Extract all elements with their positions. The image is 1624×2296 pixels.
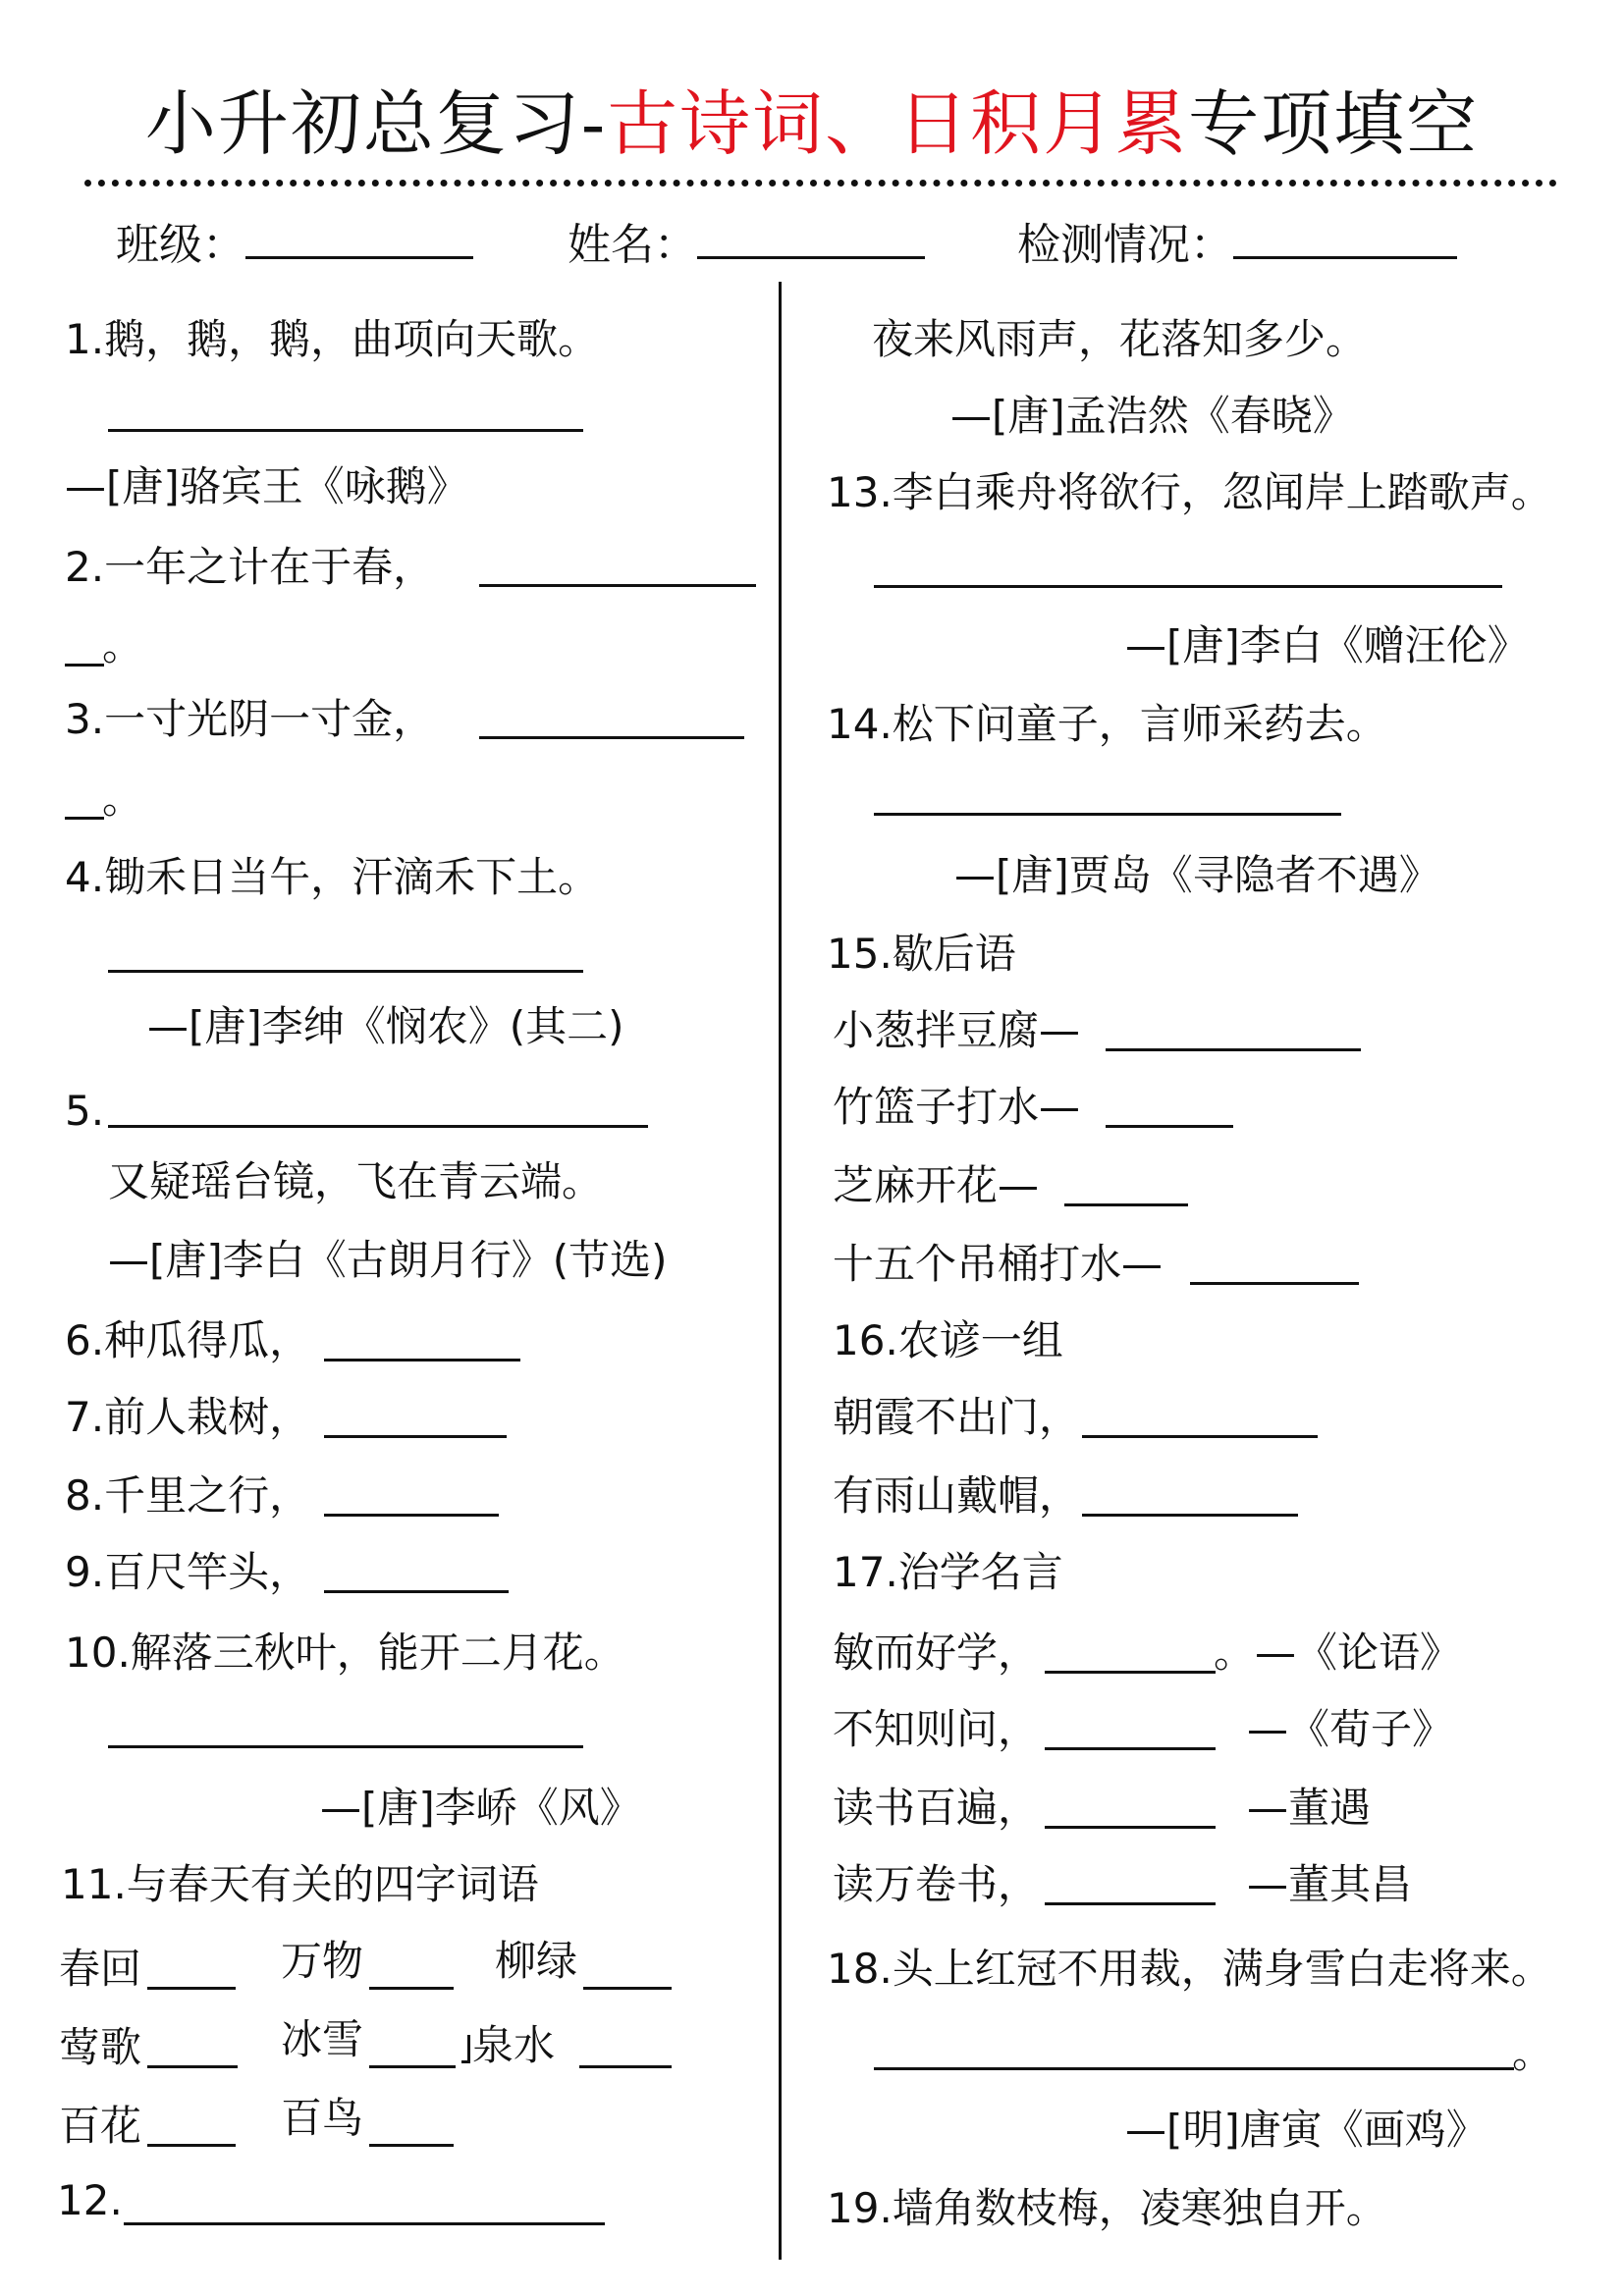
q17-item-4: 读万卷书， (833, 1860, 1040, 1908)
q18-text: 18.头上红冠不用裁，满身雪白走将来。 (827, 1945, 1552, 1993)
q11-blank-6[interactable] (579, 2065, 672, 2068)
q4-blank[interactable] (108, 970, 583, 973)
q11-word-1: 春回 (59, 1945, 142, 1993)
q2-blank-cont[interactable] (65, 664, 104, 667)
class-field (116, 218, 473, 273)
q17-blank-1[interactable] (1045, 1671, 1216, 1674)
q8-text: 8.千里之行， (65, 1471, 311, 1520)
q5-blank[interactable] (108, 1125, 648, 1128)
name-blank[interactable] (697, 256, 925, 259)
q3-end: 。 (102, 774, 144, 823)
q15-blank-3[interactable] (1064, 1203, 1188, 1206)
column-divider (779, 282, 782, 2260)
q9-text: 9.百尺竿头， (65, 1548, 311, 1596)
q5-text: 又疑瑶台镜，飞在青云端。 (108, 1157, 604, 1205)
q11-blank-1[interactable] (147, 1987, 236, 1990)
q17-source-4: —董其昌 (1247, 1860, 1413, 1908)
q15-blank-1[interactable] (1106, 1048, 1361, 1051)
q14-text: 14.松下问童子，言师采药去。 (827, 700, 1387, 748)
title-part-black: 小升初总复习- (144, 82, 608, 165)
q13-text: 13.李白乘舟将欲行，忽闻岸上踏歌声。 (827, 468, 1552, 516)
q19-text: 19.墙角数枝梅，凌寒独自开。 (827, 2184, 1387, 2232)
q12-text: 夜来风雨声，花落知多少。 (872, 315, 1368, 363)
q6-blank[interactable] (324, 1359, 520, 1362)
q11-blank-7[interactable] (147, 2144, 236, 2147)
q10-text: 10.解落三秋叶，能开二月花。 (65, 1629, 625, 1677)
q1-text: 1.鹅，鹅，鹅，曲项向天歌。 (65, 315, 600, 363)
q17-source-3: —董遇 (1247, 1784, 1372, 1832)
q16-item-1: 朝霞不出门， (833, 1393, 1081, 1441)
q11-blank-5[interactable] (369, 2065, 456, 2068)
title-part-red: 古诗词、日积月累 (607, 82, 1189, 165)
q18-source: —[明]唐寅《画鸡》 (1125, 2106, 1488, 2154)
q15-item-3: 芝麻开花— (833, 1161, 1040, 1209)
q6-text: 6.种瓜得瓜， (65, 1316, 311, 1364)
q14-blank[interactable] (874, 813, 1341, 816)
q11-word-3: 柳绿 (495, 1937, 578, 1985)
q12-label: 12. (57, 2176, 123, 2224)
q17-item-2: 不知则问， (833, 1705, 1040, 1753)
q15-blank-4[interactable] (1190, 1282, 1359, 1285)
q17-item-1: 敏而好学， (833, 1629, 1040, 1677)
q16-blank-2[interactable] (1082, 1514, 1298, 1517)
q13-blank[interactable] (874, 585, 1502, 588)
q18-end: 。 (1512, 2029, 1554, 2077)
q2-text: 2.一年之计在于春， (65, 543, 435, 591)
q15-blank-2[interactable] (1106, 1125, 1233, 1128)
q11-word-2: 万物 (281, 1937, 364, 1985)
title-part-end: 专项填空 (1188, 82, 1480, 165)
q16-item-2: 有雨山戴帽， (833, 1471, 1081, 1520)
q12-blank[interactable] (124, 2222, 605, 2225)
q11-blank-4[interactable] (147, 2065, 238, 2068)
name-field (568, 218, 925, 273)
class-blank[interactable] (245, 256, 473, 259)
q7-text: 7.前人栽树， (65, 1393, 311, 1441)
q11-word-6 (456, 2018, 555, 2073)
name-label: 姓名： (568, 220, 697, 270)
q17-source-2: —《荀子》 (1247, 1705, 1454, 1753)
q13-source: —[唐]李白《赠汪伦》 (1125, 621, 1529, 669)
q15-item-1: 小葱拌豆腐— (833, 1006, 1081, 1054)
q11-blank-8[interactable] (369, 2144, 454, 2147)
q11-word-7: 百花 (59, 2102, 142, 2150)
q15-item-2: 竹篮子打水— (833, 1083, 1081, 1131)
q12-source: —[唐]孟浩然《春晓》 (950, 392, 1354, 440)
check-field (1017, 218, 1457, 273)
check-label: 检测情况： (1017, 220, 1233, 270)
q14-source: —[唐]贾岛《寻隐者不遇》 (954, 851, 1440, 899)
q11-word-8: 百鸟 (281, 2094, 364, 2142)
bracket-mark (461, 2035, 470, 2063)
q17-item-3: 读书百遍， (833, 1784, 1040, 1832)
check-blank[interactable] (1233, 256, 1457, 259)
q17-blank-2[interactable] (1045, 1747, 1216, 1750)
q18-blank[interactable] (874, 2067, 1514, 2070)
q11-word-6-text: 泉水 (472, 2021, 556, 2069)
q17-blank-4[interactable] (1045, 1902, 1216, 1905)
q16-blank-1[interactable] (1082, 1435, 1318, 1438)
q11-word-5: 冰雪 (281, 2015, 364, 2063)
page-title (0, 77, 1624, 171)
q15-text: 15.歇后语 (827, 930, 1016, 978)
q10-blank[interactable] (108, 1745, 583, 1748)
dotted-divider (84, 180, 1557, 187)
q3-blank-cont[interactable] (65, 817, 104, 820)
q2-end: 。 (102, 621, 144, 669)
q11-blank-2[interactable] (369, 1987, 454, 1990)
q10-source: —[唐]李峤《风》 (320, 1784, 641, 1832)
q4-source: —[唐]李绅《悯农》(其二) (147, 1002, 624, 1050)
class-label: 班级： (116, 220, 245, 270)
q16-text: 16.农谚一组 (833, 1316, 1063, 1364)
q8-blank[interactable] (324, 1514, 499, 1517)
q11-word-4: 莺歌 (59, 2023, 142, 2071)
q3-text: 3.一寸光阴一寸金， (65, 695, 435, 743)
q1-source: —[唐]骆宾王《咏鹅》 (65, 462, 468, 510)
q2-blank[interactable] (479, 584, 756, 587)
q11-blank-3[interactable] (583, 1987, 672, 1990)
q5-label: 5. (65, 1087, 105, 1135)
q1-blank[interactable] (108, 429, 583, 432)
q17-source-1: 。—《论语》 (1214, 1629, 1462, 1677)
q7-blank[interactable] (324, 1435, 507, 1438)
q5-source: —[唐]李白《古朗月行》(节选) (108, 1236, 668, 1284)
q17-blank-3[interactable] (1045, 1826, 1216, 1829)
q11-text: 11.与春天有关的四字词语 (61, 1860, 539, 1908)
q17-text: 17.治学名言 (833, 1548, 1063, 1596)
q3-blank[interactable] (479, 736, 744, 739)
q9-blank[interactable] (324, 1590, 509, 1593)
q4-text: 4.锄禾日当午，汗滴禾下土。 (65, 853, 600, 901)
q15-item-4: 十五个吊桶打水— (833, 1240, 1164, 1288)
